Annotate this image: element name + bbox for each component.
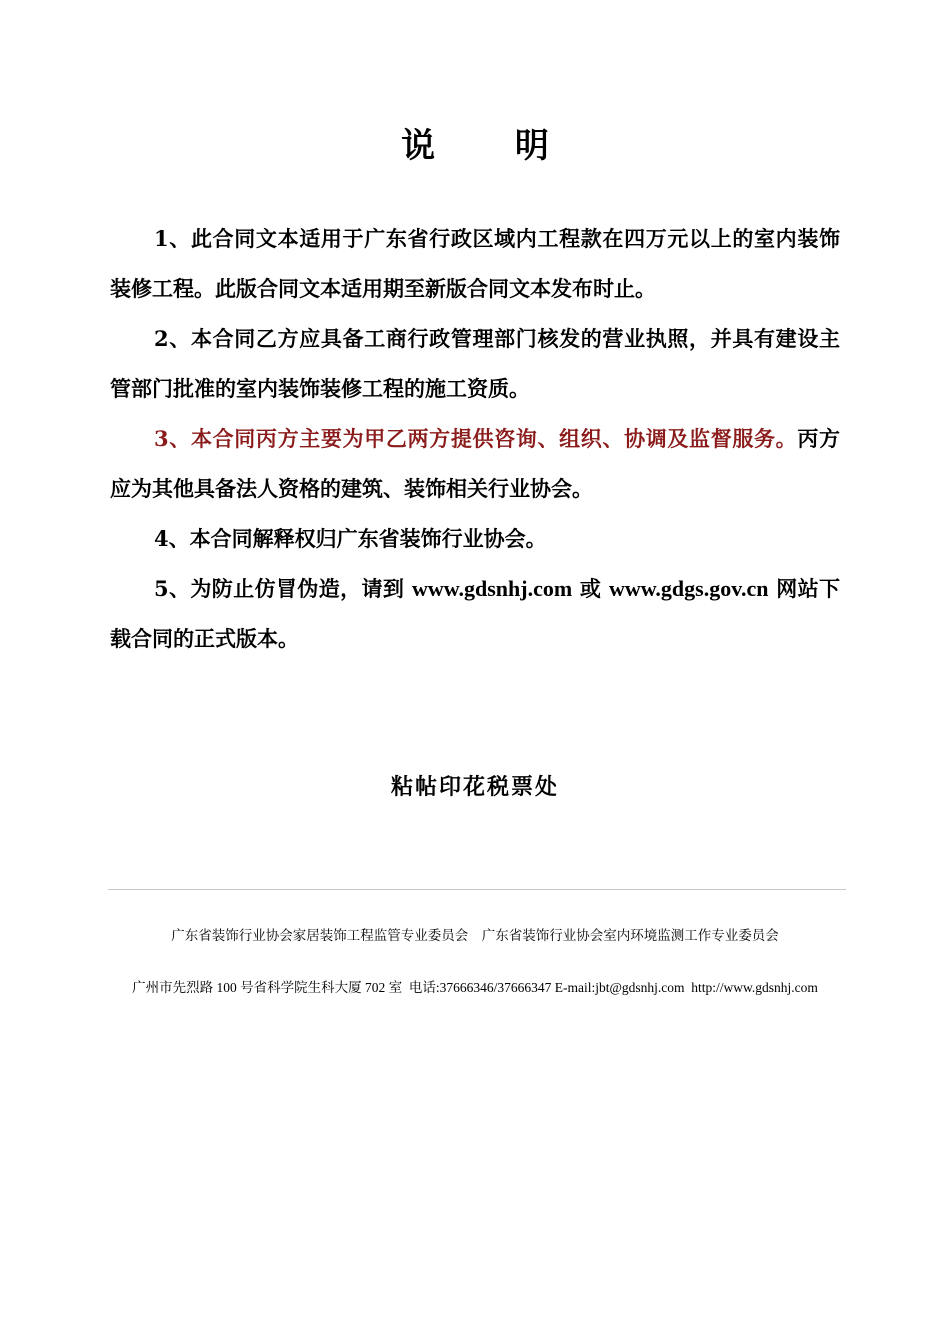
note-text: 此合同文本适用于广东省行政区域内工程款在四万元以上的室内装饰装修工程。此版合同文本适用期至新版合同文本发布时止。 (110, 226, 840, 301)
note-number: 3、 (154, 426, 191, 451)
website-link-gdgs[interactable]: www.gdgs.gov.cn (608, 576, 769, 601)
note-item-3 (110, 414, 840, 514)
note-highlight-text: 本合同丙方主要为甲乙两方提供咨询、组织、协调及监督服务。 (190, 426, 798, 451)
note-text: 或 (572, 576, 609, 601)
note-text: 丙方应为其他具备法人资格的建筑、装饰相关行业协会。 (110, 426, 841, 501)
notes-list (110, 214, 840, 664)
note-text: 本合同乙方应具备工商行政管理部门核发的营业执照，并具有建设主管部门批准的室内装饰装修工程的施工资质。 (110, 326, 840, 401)
footer-divider (108, 889, 846, 890)
note-number: 1、 (154, 226, 191, 251)
stamp-duty-label: 粘帖印花税票处 (390, 774, 559, 800)
website-link-gdsnhj[interactable]: www.gdsnhj.com (412, 576, 573, 601)
footer-organizations: 广东省装饰行业协会家居装饰工程监管专业委员会 广东省装饰行业协会室内环境监测工作专业委员会 (171, 928, 779, 943)
page-title: 说 明 (401, 126, 583, 166)
note-item-1 (110, 214, 840, 314)
note-item-4 (110, 514, 840, 564)
note-text: 网站下载合同的正式版本。 (110, 576, 841, 651)
note-number: 4、 (154, 526, 190, 551)
note-text: 为防止仿冒伪造，请到 (190, 576, 413, 601)
footer-contact: 广州市先烈路 100 号省科学院生科大厦 702 室 电话:37666346/37666347 E-mail:jbt@gdsnhj.com http://www.gdsnhj.com (132, 980, 818, 995)
note-item-5 (110, 564, 840, 664)
note-text: 本合同解释权归广东省装饰行业协会。 (189, 526, 547, 551)
note-number: 2、 (154, 326, 191, 351)
note-item-2 (110, 314, 840, 414)
note-number: 5、 (154, 576, 191, 601)
